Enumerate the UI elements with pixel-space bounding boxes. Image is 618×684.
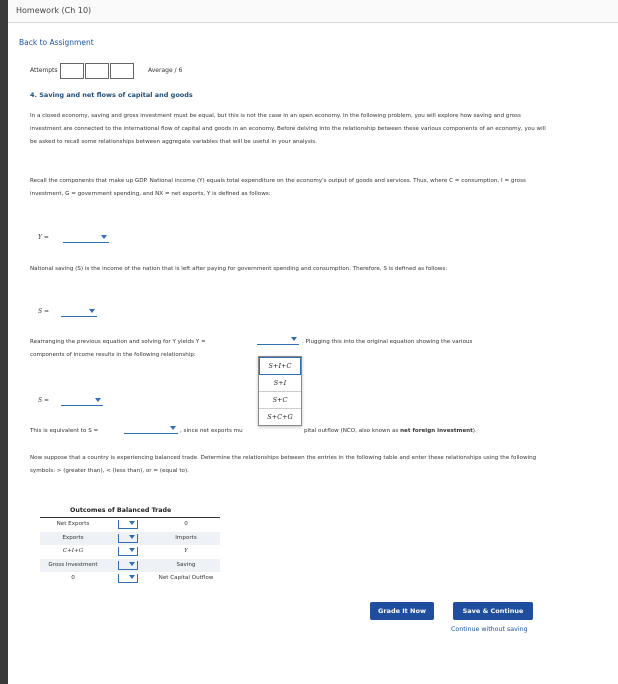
dropdown-option[interactable]: S+I+C [259,357,301,375]
chevron-down-icon [95,398,101,402]
dropdown-option[interactable]: S+C+G [267,413,293,421]
chevron-down-icon [170,426,176,430]
question-heading: 4. Saving and net flows of capital and goods [30,91,193,99]
table-cell-right: Net Capital Outflow [158,575,214,581]
chevron-down-icon [129,521,135,525]
grade-it-now-button[interactable]: Grade It Now [370,602,434,620]
equivalent-text-2: , since net exports mu [180,428,243,434]
relation-select[interactable] [118,520,138,529]
attempt-box [60,63,84,79]
average-label: Average / 6 [148,67,183,74]
back-to-assignment-link[interactable]: Back to Assignment [19,38,94,47]
national-saving-paragraph: National saving (S) is the income of the nation that is left after paying for government spending and consumption. Therefore, S is defined as follows: [30,266,448,272]
chevron-down-icon [89,309,95,313]
table-cell-left: C+I+G [62,548,84,554]
table-row [40,532,220,545]
dropdown-menu [258,356,302,426]
table-row [40,559,220,572]
attempt-box [85,63,109,79]
table-row [40,518,220,531]
table-cell-right: Y [184,548,188,554]
y-rearranged-select[interactable] [257,336,299,345]
y-equation-label: Y = [38,234,49,241]
page-title: Homework (Ch 10) [16,6,92,15]
net-foreign-investment-term: net foreign investment [400,428,473,434]
table-row [40,572,220,585]
equivalent-text-3 [304,425,554,438]
table-title: Outcomes of Balanced Trade [70,507,172,514]
chevron-down-icon [129,535,135,539]
chevron-down-icon [291,337,297,341]
intro-paragraph: In a closed economy, saving and gross investment must be equal, but this is not the case in an open economy. In the following problem, you will explore how saving and gross investment are connected to the international flow of capital and goods in an economy. Before delving into the relationship between these various components of an economy, you will be asked to recall some relationships between aggregate variables that will be useful in your analysis. [30,113,546,145]
relation-select[interactable] [118,561,138,570]
y-equation-select[interactable] [63,234,109,243]
table-cell-left: Exports [62,535,84,541]
table-row [40,545,220,558]
attempt-box [110,63,134,79]
s-equation-select-1[interactable] [61,308,97,317]
balanced-trade-paragraph: Now suppose that a country is experiencing balanced trade. Determine the relationships between the entries in the following table and enter these relationships using the following symbols: > (greater than), < (less than), or = (equal to). [30,455,537,474]
save-and-continue-button[interactable]: Save & Continue [453,602,533,620]
relation-select[interactable] [118,534,138,543]
table-cell-right: Saving [176,562,196,568]
dropdown-option[interactable]: S+C [259,392,301,409]
recall-paragraph: Recall the components that make up GDP. National income (Y) equals total expenditure on the economy's output of goods and services. Thus, where C = consumption, I = gross investment, G = government spending, and NX = net exports, Y is defined as follows: [30,178,526,197]
rearrange-text-1: Rearranging the previous equation and solving for Y yields Y = [30,339,206,345]
table-cell-left: Gross Investment [48,562,98,568]
table-cell-right: Imports [175,535,197,541]
chevron-down-icon [129,548,135,552]
rearrange-text-3: components of income results in the following relationship: [30,352,196,358]
attempts-boxes [60,63,135,79]
attempts-label: Attempts [30,67,58,74]
title-bar [8,0,618,23]
equivalent-text-4: ). [472,428,477,434]
rearrange-text-2: . Plugging this into the original equation showing the various [302,339,473,345]
s-equation-label-1: S = [38,308,50,315]
dropdown-option[interactable]: S+I [259,375,301,392]
relation-select[interactable] [118,547,138,556]
chevron-down-icon [129,562,135,566]
table-cell-right: 0 [184,521,188,527]
chevron-down-icon [101,235,107,239]
chevron-down-icon [129,575,135,579]
table-cell-left: Net Exports [56,521,90,527]
s-equation-select-2[interactable] [61,397,103,406]
equivalent-text-1: This is equivalent to S = [30,428,99,434]
s-equation-label-2: S = [38,397,50,404]
equivalent-text-3a: pital outflow (NCO, also known as [304,428,399,434]
relation-select[interactable] [118,574,138,583]
table-cell-left: 0 [71,575,75,581]
continue-without-saving-link[interactable]: Continue without saving [451,626,528,633]
assignment-page [8,0,618,684]
s-equivalent-select[interactable] [124,425,178,434]
